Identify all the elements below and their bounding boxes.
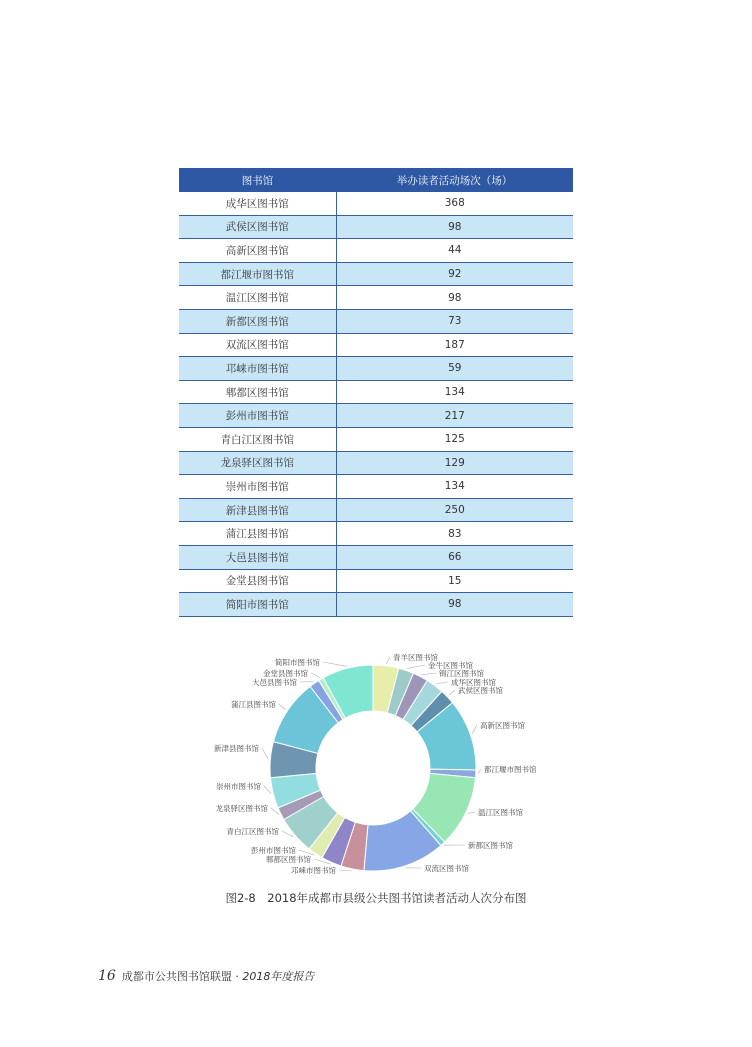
- cell-library: 都江堰市图书馆: [179, 262, 336, 286]
- cell-library: 崇州市图书馆: [179, 475, 336, 499]
- slice-label: 邛崃市图书馆: [291, 866, 336, 875]
- cell-sessions: 59: [336, 357, 573, 381]
- slice-label: 大邑县图书馆: [252, 678, 297, 687]
- col-header-library: 图书馆: [179, 168, 336, 192]
- slice-label: 龙泉驿区图书馆: [215, 804, 268, 813]
- cell-sessions: 217: [336, 404, 573, 428]
- table-row: [179, 427, 573, 451]
- donut-chart: [0, 640, 752, 885]
- cell-library: 成华区图书馆: [179, 192, 336, 215]
- cell-sessions: 98: [336, 286, 573, 310]
- cell-library: 简阳市图书馆: [179, 593, 336, 617]
- cell-library: 郫都区图书馆: [179, 380, 336, 404]
- leader-line: [339, 870, 352, 871]
- slice-label: 青白江区图书馆: [226, 827, 279, 836]
- slice-label: 新都区图书馆: [468, 841, 513, 850]
- leader-line: [436, 682, 448, 684]
- leader-line: [311, 673, 320, 677]
- table-row: [179, 309, 573, 333]
- cell-sessions: 98: [336, 593, 573, 617]
- cell-library: 青白江区图书馆: [179, 427, 336, 451]
- cell-sessions: 250: [336, 498, 573, 522]
- leader-line: [386, 657, 390, 664]
- cell-library: 邛崃市图书馆: [179, 357, 336, 381]
- col-header-sessions: 举办读者活动场次（场）: [336, 168, 573, 192]
- cell-library: 双流区图书馆: [179, 333, 336, 357]
- cell-sessions: 73: [336, 309, 573, 333]
- table-row: [179, 545, 573, 569]
- footer-subtitle: 2018年度报告: [242, 970, 315, 983]
- cell-library: 大邑县图书馆: [179, 545, 336, 569]
- slice-label: 青羊区图书馆: [393, 653, 438, 662]
- cell-library: 温江区图书馆: [179, 286, 336, 310]
- table-row: [179, 215, 573, 239]
- cell-library: 新津县图书馆: [179, 498, 336, 522]
- cell-library: 龙泉驿区图书馆: [179, 451, 336, 475]
- cell-sessions: 83: [336, 522, 573, 546]
- table-row: [179, 404, 573, 428]
- table-row: [179, 569, 573, 593]
- table-row: [179, 333, 573, 357]
- cell-sessions: 129: [336, 451, 573, 475]
- leader-line: [468, 812, 475, 813]
- cell-sessions: 125: [336, 427, 573, 451]
- table-row: [179, 593, 573, 617]
- table-row: [179, 475, 573, 499]
- slice-label: 成华区图书馆: [451, 678, 496, 687]
- leader-line: [279, 704, 286, 710]
- table-row: [179, 262, 573, 286]
- table-row: [179, 286, 573, 310]
- cell-library: 金堂县图书馆: [179, 569, 336, 593]
- leader-line: [264, 786, 271, 794]
- table-row: [179, 498, 573, 522]
- table-header-row: [179, 168, 573, 192]
- page-footer: [98, 968, 314, 984]
- cell-library: 高新区图书馆: [179, 239, 336, 263]
- cell-sessions: 98: [336, 215, 573, 239]
- leader-line: [323, 662, 347, 666]
- slice-label: 金堂县图书馆: [263, 669, 308, 678]
- slice-label: 双流区图书馆: [424, 864, 469, 873]
- page-number: 16: [98, 968, 116, 984]
- slice-label: 温江区图书馆: [478, 808, 523, 817]
- slice-label: 高新区图书馆: [480, 721, 525, 730]
- slice-label: 崇州市图书馆: [216, 782, 261, 791]
- leader-line: [472, 725, 477, 734]
- activity-table: [179, 168, 573, 617]
- cell-sessions: 15: [336, 569, 573, 593]
- table-row: [179, 522, 573, 546]
- table-row: [179, 380, 573, 404]
- leader-line: [271, 808, 279, 815]
- cell-sessions: 187: [336, 333, 573, 357]
- slice-label: 简阳市图书馆: [275, 658, 320, 667]
- table-row: [179, 357, 573, 381]
- cell-library: 蒲江县图书馆: [179, 522, 336, 546]
- slice-label: 蒲江县图书馆: [231, 700, 276, 709]
- cell-sessions: 92: [336, 262, 573, 286]
- table-row: [179, 239, 573, 263]
- footer-title: 成都市公共图书馆联盟 ·: [121, 970, 243, 983]
- slice-label: 彭州市图书馆: [251, 846, 296, 855]
- cell-sessions: 368: [336, 192, 573, 215]
- leader-line: [262, 748, 268, 759]
- cell-library: 新都区图书馆: [179, 309, 336, 333]
- slice-label: 武侯区图书馆: [458, 686, 503, 695]
- slice-label: 金牛区图书馆: [428, 661, 473, 670]
- cell-library: 彭州市图书馆: [179, 404, 336, 428]
- slice-label: 锦江区图书馆: [439, 669, 484, 678]
- table-row: [179, 192, 573, 215]
- cell-sessions: 134: [336, 475, 573, 499]
- table-row: [179, 451, 573, 475]
- leader-line: [407, 665, 425, 669]
- cell-library: 武侯区图书馆: [179, 215, 336, 239]
- figure-caption: 图2-8 2018年成都市县级公共图书馆读者活动人次分布图: [225, 891, 527, 905]
- cell-sessions: 44: [336, 239, 573, 263]
- slice-label: 郫都区图书馆: [266, 855, 311, 864]
- slice-label: 新津县图书馆: [214, 744, 259, 753]
- leader-line: [449, 690, 455, 695]
- slice-label: 都江堰市图书馆: [484, 765, 537, 774]
- leader-line: [478, 769, 481, 774]
- cell-sessions: 134: [336, 380, 573, 404]
- leader-line: [421, 673, 436, 675]
- cell-sessions: 66: [336, 545, 573, 569]
